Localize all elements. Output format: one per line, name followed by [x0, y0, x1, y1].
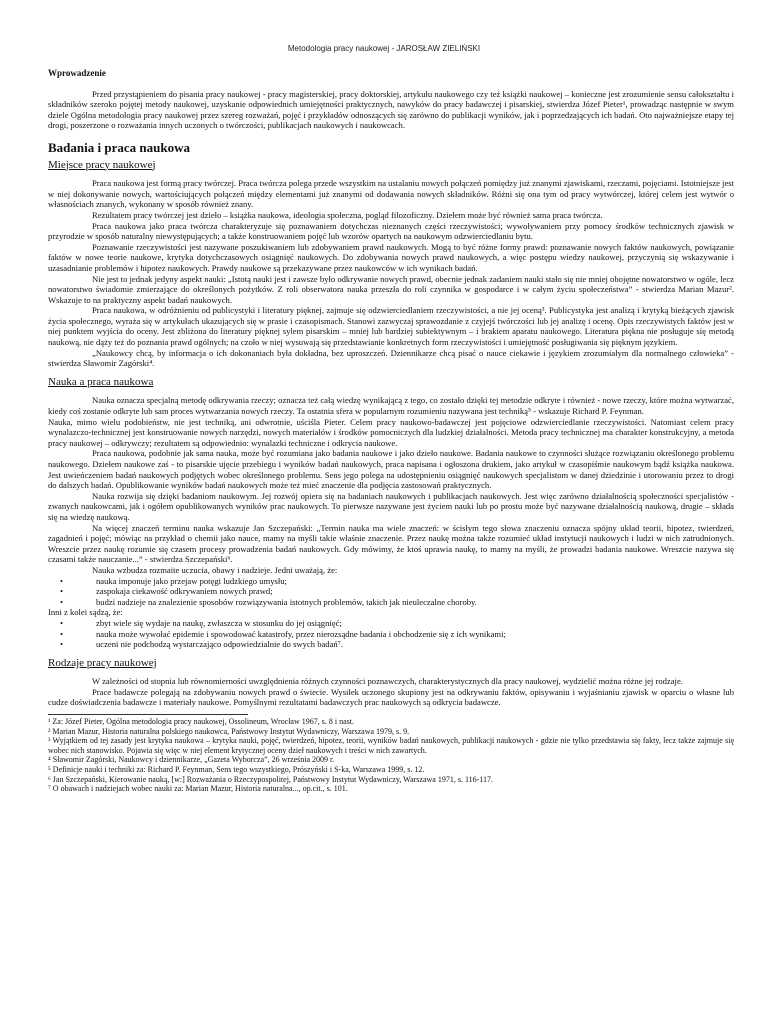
- paragraph: Na więcej znaczeń terminu nauka wskazuje Jan Szczepański: „Termin nauka ma wiele znaczeń: w ścisłym tego słowa znaczeniu oznacza spójny układ teorii, hipotez, twierdzeń, zagadnień i pojęć; mówiąc na przykład o chemii jako nauce, mamy na myśli takie właśnie znaczenie. Przez naukę można także rozumieć układ instytucji naukowych i ludzi w nich zatrudnionych. Wreszcie przez naukę rozumie się czasem procesy prowadzenia badań naukowych. Gdy mówimy, że ktoś uprawia naukę, to mamy na myśli, że prowadzi badania naukowe. Wreszcie nazywa się czasami także nauczanie...” - stwierdza Szczepański⁶.: [48, 522, 734, 565]
- fears-list: [48, 618, 734, 650]
- section-heading-rodzaje: Rodzaje pracy naukowej: [48, 656, 157, 669]
- paragraph: W zależności od stopnia lub równomierności uwzględnienia różnych czynności poznawczych, charakterystycznych dla pracy naukowej, wydzielić można różne jej rodzaje.: [92, 676, 683, 687]
- paragraph: Praca naukowa jako praca twórcza charakteryzuje się poznawaniem dotychczas nieznanych części rzeczywistości; wywoływaniem przy pomocy środków technicznych zjawisk w przyrodzie w sposób naturalny niewystępujących; a także konstruowaniem pojęć lub wzorów opartych na naukowym odzwierciedlaniu bytu.: [48, 220, 734, 242]
- paragraph: Nauka, mimo wielu podobieństw, nie jest techniką, ani odwrotnie, uściśla Pieter. Celem pracy naukowo-badawczej jest pojęciowe odzwierciedlanie rzeczywistości. Natomiast celem pracy wynalazczo-technicznej jest konstruowanie nowych narzędzi, nowych materiałów i środków pomocniczych dla ludzkiej działalności. Metoda pracy technicznej ma charakter konstrukcyjny, a metoda pracy naukowej – odkrywczy; rezultatem są odpowiednio: wynalazki techniczne i odkrycia naukowe.: [48, 416, 734, 448]
- footnote: ³ Wyjątkiem od tej zasady jest krytyka naukowa – krytyka nauki, pojęć, twierdzeń, hipotez, teorii, wyników badań naukowych, publikacji naukowych - gdzie nie tylko przedstawia się fakty, lecz także zajmuje się wobec nich stanowisko. Pojawia się więc w niej element krytycznej oceny dzieł naukowych i treści w nich zawartych.: [48, 736, 734, 755]
- paragraph: Poznawanie rzeczywistości jest nazywane poszukiwaniem lub zdobywaniem prawd naukowych. Mogą to być różne formy prawd: poznawanie nowych faktów naukowych, powiązanie faktów w nowe teorie naukowe, krytyka dotychczasowych osiągnięć naukowych. Do zdobywania nowych prawd naukowych, a więc postępu wiedzy naukowej, przyczynią się wskazywanie i uzasadnianie problemów i hipotez naukowych. Prawdy naukowe są przekazywane przez naukowców w ich wynikach badań.: [48, 241, 734, 273]
- paragraph: „Naukowcy chcą, by informacja o ich dokonaniach była dokładna, bez uproszczeń. Dziennikarze chcą pisać o nauce ciekawie i językiem zrozumiałym dla normalnego człowieka” - stwierdza Sławomir Zagórski⁴.: [48, 347, 734, 369]
- intro-heading: Wprowadzenie: [48, 68, 106, 78]
- intro-paragraph: Przed przystąpieniem do pisania pracy naukowej - pracy magisterskiej, pracy doktorskiej, artykułu naukowego czy też książki naukowej – konieczne jest zrozumienie sensu całokształtu i składników szeroko pojętej metody naukowej, uzyskanie odpowiednich umiejętności praktycznych, nawyków do pracy badawczej i pisarskiej, stwierdza Józef Pieter¹, prowadząc następnie w swym dziele Ogólna metodologia pracy naukowej przez szereg rozważań, pojęć i przykładów odnoszących się zarówno do publikacji wyników, jak i poprzedzających ich badań. Oto najważniejsze etapy tej drogi, poszerzone o rozważania innych uczonych o twórczości, publikacjach naukowych i naukowcach.: [48, 88, 734, 131]
- chapter-title: Badania i praca naukowa: [48, 139, 190, 155]
- footnote-separator: [48, 714, 248, 715]
- paragraph: Nauka oznacza specjalną metodę odkrywania rzeczy; oznacza też całą wiedzę wynikającą z tego, co zostało dzięki tej metodzie odkryte i również - nowe rzeczy, które można wytwarzać, kiedy coś zostanie odkryte lub sam proces wytwarzania nowych rzeczy. Ta ostatnia sfera w popularnym rozumieniu nazywana jest techniką⁵ - wskazuje Richard P. Feynman.: [48, 395, 734, 417]
- paragraph: Nie jest to jednak jedyny aspekt nauki: „Istotą nauki jest i zawsze było odkrywanie nowych prawd, obecnie jednak zadaniem nauki stało się nie mniej obojętne nowatorstwo w ogóle, lecz nowatorstwo świadomie zmierzające do określonych pożytków. Z roli obserwatora nauka przeszła do roli czynnika w gospodarce i w całym życiu społeczeństwa” - stwierdza Marian Mazur². Wskazuje to na praktyczny aspekt badań naukowych.: [48, 273, 734, 305]
- footnote: ⁶ Jan Szczepański, Kierowanie nauką, [w:] Rozważania o Rzeczypospolitej, Państwowy Instytut Wydawniczy, Warszawa 1971, s. 116-117.: [48, 774, 494, 784]
- footnote: ⁴ Sławomir Zagórski, Naukowcy i dziennikarze, „Gazeta Wyborcza”, 26 września 2009 r.: [48, 755, 335, 765]
- paragraph: Nauka wzbudza rozmaite uczucia, obawy i nadzieje. Jedni uważają, że:: [92, 564, 338, 575]
- section-rodzaje-body: [48, 676, 734, 708]
- running-head: Metodologia pracy naukowej - JAROSŁAW ZIELIŃSKI: [287, 44, 481, 53]
- section-heading-miejsce: Miejsce pracy naukowej: [48, 158, 156, 171]
- document-body: [48, 68, 734, 794]
- footnote: ⁷ O obawach i nadziejach wobec nauki za: Marian Mazur, Historia naturalna..., op.cit., s. 101.: [48, 784, 348, 794]
- paragraph: Rezultatem pracy twórczej jest dzieło – książka naukowa, ideologia społeczna, pogląd filozoficzny. Dziełem może być również sama praca twórcza.: [92, 209, 603, 220]
- list-item: • budzi nadzieje na znalezienie sposobów rozwiązywania istotnych problemów, takich jak nieuleczalne choroby.: [96, 597, 734, 608]
- footnote: ⁵ Definicje nauki i techniki za: Richard P. Feynman, Sens tego wszystkiego, Prószyński i S-ka, Warszawa 1999, s. 12.: [48, 765, 425, 775]
- paragraph: Praca naukowa, podobnie jak sama nauka, może być rozumiana jako badania naukowe i jako dzieło naukowe. Badania naukowe to czynności służące rozwiązaniu określonego problemu naukowego. Dziełem naukowe zaś - to pisarskie ujęcie przebiegu i wyników badań naukowych, praca napisana i ogłoszona drukiem, jako artykuł w czasopiśmie naukowym bądź książka naukowa. Jest uwieńczeniem badań naukowych podjętych wobec określonego problemu. Sens jego polega na udostępnieniu osiągnięć naukowych specjalistom w danej dziedzinie i utorowaniu przez to drogi do dalszych badań. Opublikowanie wyników badań naukowych może też mieć znaczenie dla podjęcia zastosowań praktycznych.: [48, 448, 734, 491]
- list-item: • nauka imponuje jako przejaw potęgi ludzkiego umysłu;: [96, 576, 734, 587]
- section-nauka-body: [48, 395, 734, 649]
- paragraph: Prace badawcze polegają na zdobywaniu nowych prawd o świecie. Wysiłek uczonego skupiony jest na odkrywaniu faktów, opisywaniu i wyjaśnianiu zjawisk w oparciu o własne lub cudze doświadczenia badawcze i materiały naukowe. Pomyślnymi rezultatami badawczych prac naukowych są odkrycia badawcze.: [48, 686, 734, 708]
- list-item: • uczeni nie podchodzą wystarczająco odpowiedzialnie do swych badań⁷.: [96, 639, 734, 650]
- hopes-list: [48, 576, 734, 608]
- footnotes: [48, 717, 734, 794]
- list-item: • nauka może wywołać epidemie i spowodować katastrofy, przez nierozsądne badania i obchodzenie się z ich wynikami;: [96, 629, 734, 640]
- list-item: • zbyt wiele się wydaje na naukę, zwłaszcza w stosunku do jej osiągnięć;: [96, 618, 734, 629]
- paragraph: Praca naukowa jest formą pracy twórczej. Praca twórcza polega przede wszystkim na ustalaniu nowych połączeń pomiędzy już znanymi zjawiskami, rzeczami, pojęciami. Istotniejsze jest w niej dokonywanie nowych, wartościujących połączeń między elementami już znanymi od dodawania nowych składników. Różni się ona tym od pracy wytwórczej, której celem jest wytwór o własnościach znanych, wykonany w sposób również znany.: [48, 178, 734, 210]
- footnote: ¹ Za: Józef Pieter, Ogólna metodologia pracy naukowej, Ossolineum, Wrocław 1967, s. 8 i nast.: [48, 717, 354, 727]
- section-heading-nauka: Nauka a praca naukowa: [48, 375, 154, 388]
- footnote: ² Marian Mazur, Historia naturalna polskiego naukowca, Państwowy Instytut Wydawniczy, Warszawa 1979, s. 9.: [48, 726, 410, 736]
- paragraph: Nauka rozwija się dzięki badaniom naukowym. Jej rozwój opiera się na badaniach naukowych i publikacjach naukowych. Jest więc zarówno działalnością społeczności specjalistów - zwanych naukowcami, jak i ogółem opublikowanych wyników prac naukowych. To pierwsze nazywane jest życiem nauki lub po prostu może być nazywane działalnością naukową, drugie – składa się na wiedzę naukową.: [48, 490, 734, 522]
- others-intro: Inni z kolei sądzą, że:: [48, 607, 123, 618]
- section-miejsce-body: [48, 178, 734, 369]
- list-item: • zaspokaja ciekawość odkrywaniem nowych prawd;: [96, 586, 734, 597]
- paragraph: Praca naukowa, w odróżnieniu od publicystyki i literatury pięknej, zajmuje się odzwierciedlaniem rzeczywistości, a nie jej oceną³. Publicystyka jest analizą i krytyką bieżących zjawisk życia społecznego, wyraża się w artykułach ukazujących się w prasie i czasopismach. Stanowi zazwyczaj sprawozdanie z czyjejś twórczości lub jej analizę i ocenę. Opis rzeczywistych faktów jest w niej punktem wyjścia do oceny. Jest zbliżona do literatury pięknej sylem pisarskim – mniej lub bardziej subiektywnym – i brakiem aparatu naukowego. Literatura piękna nie posługuje się metodą naukową, nie dąży też do poznania prawd ogólnych; na czoło w niej wysuwają się przedstawianie konkretnych form rzeczywistości i umiejętność posługiwania się pięknym językiem.: [48, 305, 734, 348]
